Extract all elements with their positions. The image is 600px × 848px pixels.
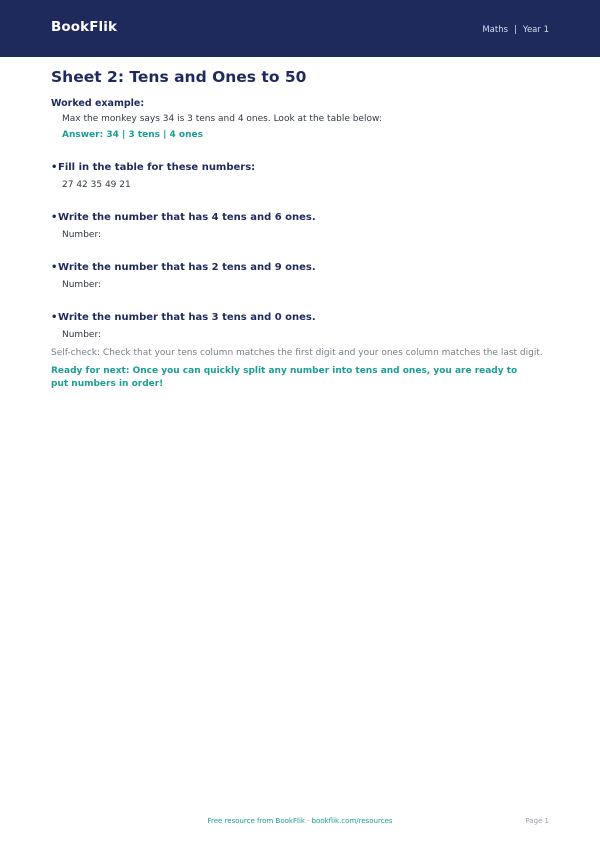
ready-for-next-note: Ready for next: Once you can quickly split any number into tens and ones, you are ready to put numbers in order!: [51, 366, 518, 389]
page-footer: [0, 816, 600, 830]
worksheet-content: [51, 64, 551, 391]
worked-example-answer: Answer: 34 | 3 tens | 4 ones: [62, 130, 203, 140]
brand-logo-text: BookFlik: [51, 18, 118, 35]
worked-example-label: Worked example:: [51, 98, 145, 109]
bullet-icon: •: [51, 212, 58, 223]
page-number: Page 1: [525, 817, 549, 825]
subject-label: Maths: [482, 24, 509, 35]
question-prompt: Write the number that has 2 tens and 9 ones.: [58, 262, 316, 273]
bullet-icon: •: [51, 162, 58, 173]
worked-example-text: Max the monkey says 34 is 3 tens and 4 ones. Look at the table below:: [62, 114, 382, 124]
question-body: 27 42 35 49 21: [62, 180, 131, 190]
page-title: Sheet 2: Tens and Ones to 50: [51, 68, 307, 86]
question-prompt: Write the number that has 4 tens and 6 ones.: [58, 212, 316, 223]
bullet-icon: •: [51, 262, 58, 273]
answer-number-label: Number:: [62, 280, 102, 290]
question-prompt: Write the number that has 3 tens and 0 ones.: [58, 312, 316, 323]
footer-credit-link[interactable]: Free resource from BookFlik · bookflik.com/resources: [207, 817, 393, 825]
question-3: [51, 261, 551, 292]
self-check-note: Self-check: Check that your tens column matches the first digit and your ones column matches the last digit.: [51, 348, 543, 358]
question-4: [51, 311, 551, 342]
meta-separator: |: [514, 24, 517, 35]
answer-number-label: Number:: [62, 230, 102, 240]
header-meta: [482, 25, 549, 35]
question-1: [51, 161, 551, 192]
page-header: [0, 0, 600, 57]
bullet-icon: •: [51, 312, 58, 323]
question-prompt: Fill in the table for these numbers:: [58, 162, 256, 173]
question-2: [51, 211, 551, 242]
level-label: Year 1: [522, 24, 549, 35]
answer-number-label: Number:: [62, 330, 102, 340]
worked-example: [51, 97, 551, 142]
